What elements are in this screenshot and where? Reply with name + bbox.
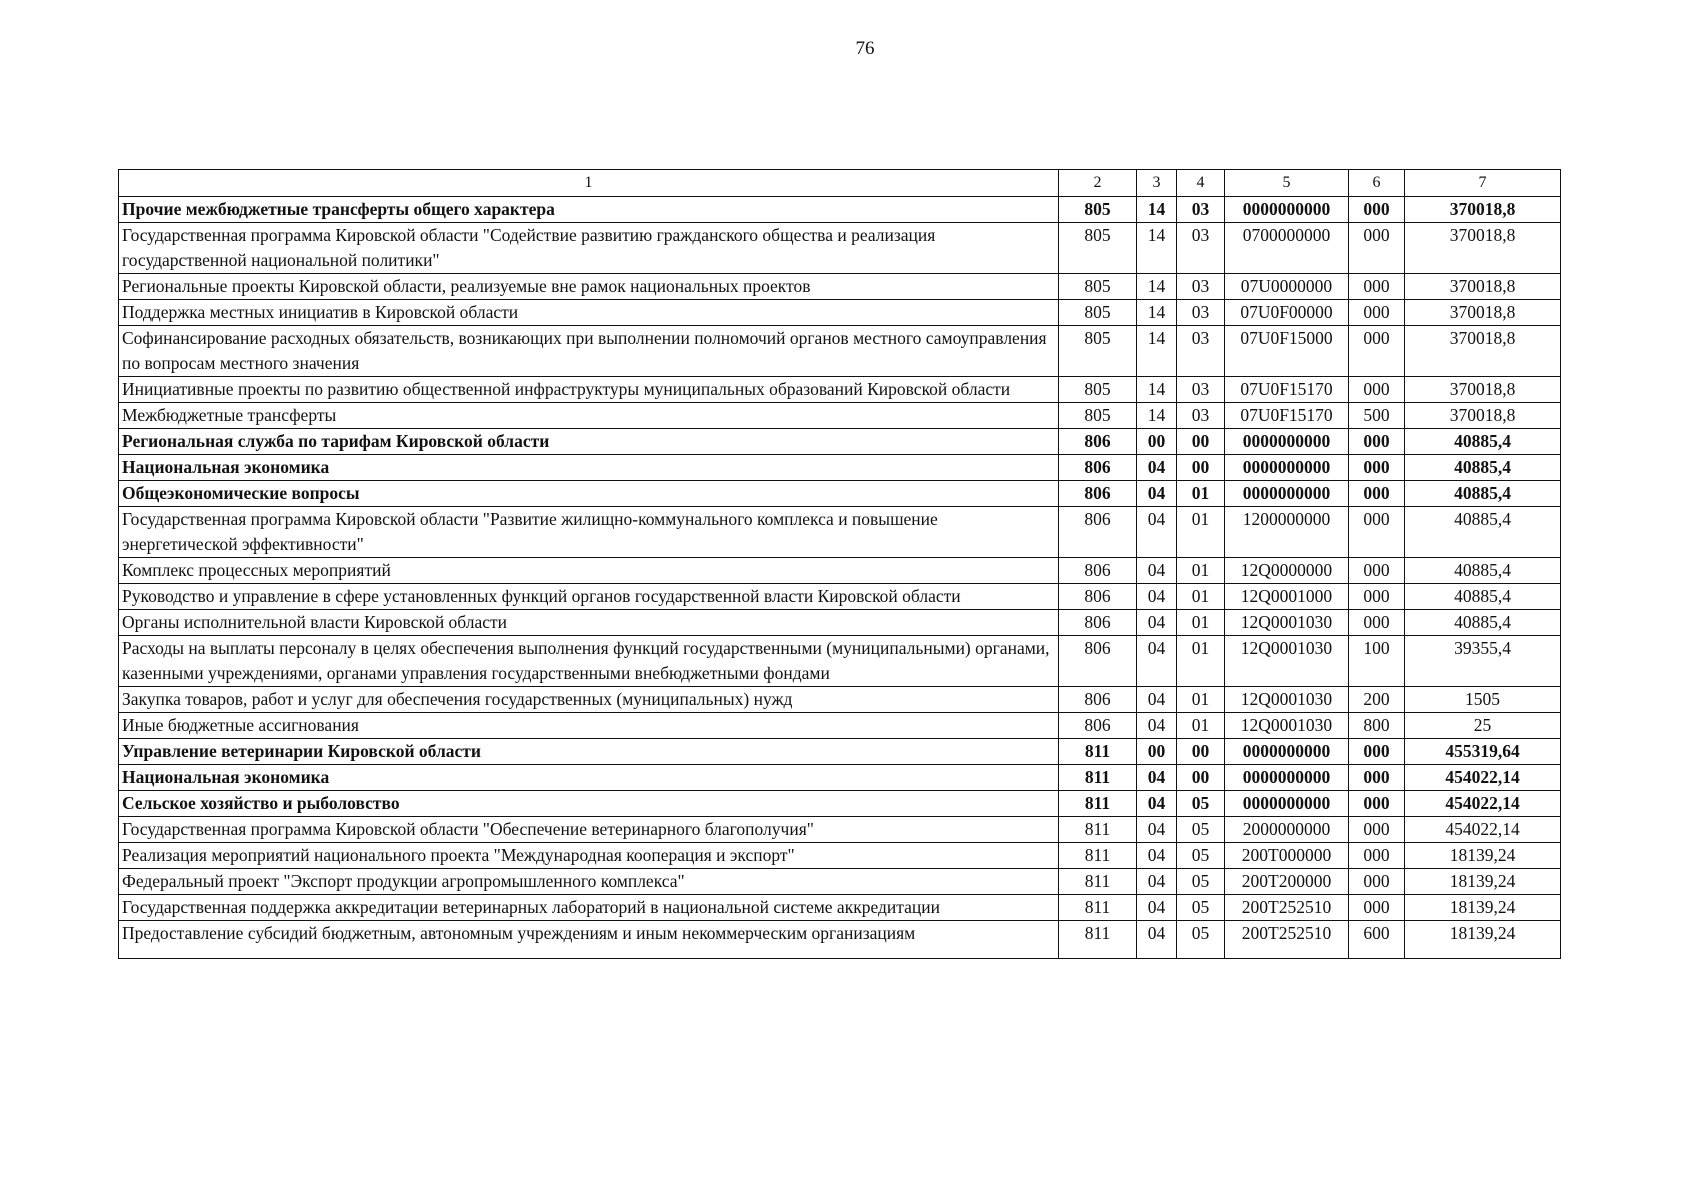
subsection-code-cell: 00 [1177,765,1225,791]
expense-type-cell: 000 [1349,455,1405,481]
table-row [119,223,1561,274]
subsection-code-cell: 05 [1177,817,1225,843]
item-name-cell: Прочие межбюджетные трансферты общего характера [119,197,1059,223]
subsection-code-cell: 03 [1177,300,1225,326]
ministry-code-cell: 805 [1059,300,1137,326]
expense-type-cell: 000 [1349,326,1405,377]
target-article-cell: 07U0F15170 [1225,377,1349,403]
table-row [119,610,1561,636]
section-code-cell: 04 [1137,610,1177,636]
target-article-cell: 0000000000 [1225,429,1349,455]
amount-cell: 1505 [1405,687,1561,713]
table-row [119,584,1561,610]
expense-type-cell: 000 [1349,895,1405,921]
section-code-cell: 04 [1137,507,1177,558]
item-name-cell: Общеэкономические вопросы [119,481,1059,507]
ministry-code-cell: 806 [1059,507,1137,558]
item-name-cell: Федеральный проект "Экспорт продукции агропромышленного комплекса" [119,869,1059,895]
amount-cell: 40885,4 [1405,558,1561,584]
expense-type-cell: 000 [1349,765,1405,791]
expense-type-cell: 500 [1349,403,1405,429]
target-article-cell: 0000000000 [1225,739,1349,765]
item-name-cell: Сельское хозяйство и рыболовство [119,791,1059,817]
section-code-cell: 04 [1137,481,1177,507]
amount-cell: 18139,24 [1405,895,1561,921]
ministry-code-cell: 806 [1059,610,1137,636]
subsection-code-cell: 03 [1177,197,1225,223]
section-code-cell: 04 [1137,895,1177,921]
expense-type-cell: 000 [1349,791,1405,817]
subsection-code-cell: 03 [1177,223,1225,274]
section-code-cell: 14 [1137,403,1177,429]
item-name-cell: Реализация мероприятий национального проекта "Международная кооперация и экспорт" [119,843,1059,869]
amount-cell: 454022,14 [1405,791,1561,817]
table-row [119,507,1561,558]
amount-cell: 25 [1405,713,1561,739]
subsection-code-cell: 03 [1177,403,1225,429]
target-article-cell: 07U0000000 [1225,274,1349,300]
expense-type-cell: 000 [1349,843,1405,869]
table-row [119,636,1561,687]
subsection-code-cell: 01 [1177,636,1225,687]
amount-cell: 40885,4 [1405,610,1561,636]
table-row [119,481,1561,507]
expense-type-cell: 000 [1349,300,1405,326]
table-row [119,455,1561,481]
target-article-cell: 12Q0001030 [1225,610,1349,636]
target-article-cell: 200T000000 [1225,843,1349,869]
amount-cell: 370018,8 [1405,326,1561,377]
table-row [119,921,1561,959]
item-name-cell: Государственная поддержка аккредитации ветеринарных лабораторий в национальной системе аккредитации [119,895,1059,921]
column-header: 7 [1405,170,1561,197]
table-row [119,300,1561,326]
amount-cell: 40885,4 [1405,507,1561,558]
item-name-cell: Государственная программа Кировской области "Развитие жилищно-коммунального комплекса и повышение энергетической эффективности" [119,507,1059,558]
expense-type-cell: 000 [1349,558,1405,584]
amount-cell: 370018,8 [1405,223,1561,274]
expense-type-cell: 200 [1349,687,1405,713]
section-code-cell: 04 [1137,843,1177,869]
item-name-cell: Расходы на выплаты персоналу в целях обеспечения выполнения функций государственными (муниципальными) органами, казенными учреждениями, органами управления государственными внебюджетными фондами [119,636,1059,687]
amount-cell: 40885,4 [1405,429,1561,455]
table-body [119,197,1561,959]
section-code-cell: 04 [1137,921,1177,959]
expense-type-cell: 000 [1349,274,1405,300]
item-name-cell: Поддержка местных инициатив в Кировской области [119,300,1059,326]
target-article-cell: 200T252510 [1225,895,1349,921]
section-code-cell: 14 [1137,326,1177,377]
amount-cell: 40885,4 [1405,584,1561,610]
table-row [119,713,1561,739]
expense-type-cell: 000 [1349,507,1405,558]
target-article-cell: 200T200000 [1225,869,1349,895]
ministry-code-cell: 805 [1059,326,1137,377]
table-row [119,197,1561,223]
ministry-code-cell: 806 [1059,558,1137,584]
subsection-code-cell: 01 [1177,610,1225,636]
ministry-code-cell: 811 [1059,739,1137,765]
amount-cell: 370018,8 [1405,197,1561,223]
ministry-code-cell: 806 [1059,636,1137,687]
column-header: 4 [1177,170,1225,197]
ministry-code-cell: 805 [1059,197,1137,223]
amount-cell: 455319,64 [1405,739,1561,765]
expense-type-cell: 000 [1349,377,1405,403]
ministry-code-cell: 806 [1059,455,1137,481]
table-row [119,687,1561,713]
subsection-code-cell: 01 [1177,687,1225,713]
amount-cell: 40885,4 [1405,481,1561,507]
amount-cell: 40885,4 [1405,455,1561,481]
item-name-cell: Комплекс процессных мероприятий [119,558,1059,584]
item-name-cell: Государственная программа Кировской области "Содействие развитию гражданского общества и реализация государственной национальной политики" [119,223,1059,274]
expense-type-cell: 000 [1349,610,1405,636]
section-code-cell: 04 [1137,455,1177,481]
amount-cell: 454022,14 [1405,765,1561,791]
target-article-cell: 2000000000 [1225,817,1349,843]
subsection-code-cell: 05 [1177,791,1225,817]
ministry-code-cell: 811 [1059,765,1137,791]
subsection-code-cell: 03 [1177,274,1225,300]
ministry-code-cell: 805 [1059,223,1137,274]
ministry-code-cell: 805 [1059,403,1137,429]
subsection-code-cell: 00 [1177,429,1225,455]
target-article-cell: 0700000000 [1225,223,1349,274]
column-header: 5 [1225,170,1349,197]
item-name-cell: Иные бюджетные ассигнования [119,713,1059,739]
target-article-cell: 12Q0000000 [1225,558,1349,584]
expense-type-cell: 000 [1349,817,1405,843]
subsection-code-cell: 01 [1177,481,1225,507]
section-code-cell: 14 [1137,274,1177,300]
ministry-code-cell: 811 [1059,843,1137,869]
target-article-cell: 12Q0001030 [1225,713,1349,739]
table-row [119,817,1561,843]
amount-cell: 454022,14 [1405,817,1561,843]
ministry-code-cell: 805 [1059,274,1137,300]
item-name-cell: Инициативные проекты по развитию общественной инфраструктуры муниципальных образований Кировской области [119,377,1059,403]
ministry-code-cell: 811 [1059,817,1137,843]
section-code-cell: 04 [1137,584,1177,610]
expense-type-cell: 000 [1349,869,1405,895]
expense-type-cell: 000 [1349,739,1405,765]
amount-cell: 18139,24 [1405,921,1561,959]
expense-type-cell: 000 [1349,429,1405,455]
section-code-cell: 14 [1137,223,1177,274]
target-article-cell: 0000000000 [1225,765,1349,791]
expense-type-cell: 600 [1349,921,1405,959]
item-name-cell: Региональная служба по тарифам Кировской области [119,429,1059,455]
section-code-cell: 04 [1137,869,1177,895]
target-article-cell: 0000000000 [1225,197,1349,223]
expense-type-cell: 000 [1349,584,1405,610]
table-row [119,274,1561,300]
table-row [119,429,1561,455]
section-code-cell: 04 [1137,765,1177,791]
amount-cell: 370018,8 [1405,377,1561,403]
expense-type-cell: 000 [1349,481,1405,507]
column-header: 3 [1137,170,1177,197]
expense-type-cell: 000 [1349,197,1405,223]
subsection-code-cell: 01 [1177,713,1225,739]
table-row [119,377,1561,403]
column-header: 6 [1349,170,1405,197]
subsection-code-cell: 00 [1177,455,1225,481]
amount-cell: 18139,24 [1405,843,1561,869]
subsection-code-cell: 01 [1177,507,1225,558]
ministry-code-cell: 805 [1059,377,1137,403]
table-row [119,895,1561,921]
subsection-code-cell: 01 [1177,558,1225,584]
item-name-cell: Национальная экономика [119,455,1059,481]
section-code-cell: 00 [1137,429,1177,455]
item-name-cell: Органы исполнительной власти Кировской области [119,610,1059,636]
subsection-code-cell: 05 [1177,895,1225,921]
table-row [119,765,1561,791]
expense-type-cell: 000 [1349,223,1405,274]
table-row [119,869,1561,895]
target-article-cell: 0000000000 [1225,791,1349,817]
amount-cell: 370018,8 [1405,274,1561,300]
ministry-code-cell: 811 [1059,869,1137,895]
ministry-code-cell: 806 [1059,584,1137,610]
table-row [119,739,1561,765]
amount-cell: 370018,8 [1405,403,1561,429]
column-header: 1 [119,170,1059,197]
section-code-cell: 04 [1137,558,1177,584]
expense-type-cell: 800 [1349,713,1405,739]
target-article-cell: 12Q0001030 [1225,687,1349,713]
section-code-cell: 04 [1137,713,1177,739]
ministry-code-cell: 806 [1059,713,1137,739]
table-row [119,403,1561,429]
target-article-cell: 07U0F00000 [1225,300,1349,326]
item-name-cell: Межбюджетные трансферты [119,403,1059,429]
amount-cell: 18139,24 [1405,869,1561,895]
item-name-cell: Предоставление субсидий бюджетным, автономным учреждениям и иным некоммерческим организациям [119,921,1059,959]
section-code-cell: 00 [1137,739,1177,765]
target-article-cell: 07U0F15000 [1225,326,1349,377]
target-article-cell: 12Q0001030 [1225,636,1349,687]
item-name-cell: Управление ветеринарии Кировской области [119,739,1059,765]
table-row [119,791,1561,817]
ministry-code-cell: 806 [1059,687,1137,713]
ministry-code-cell: 806 [1059,481,1137,507]
item-name-cell: Закупка товаров, работ и услуг для обеспечения государственных (муниципальных) нужд [119,687,1059,713]
section-code-cell: 14 [1137,197,1177,223]
ministry-code-cell: 806 [1059,429,1137,455]
subsection-code-cell: 03 [1177,326,1225,377]
table-row [119,843,1561,869]
ministry-code-cell: 811 [1059,895,1137,921]
table-row [119,558,1561,584]
target-article-cell: 07U0F15170 [1225,403,1349,429]
table-row [119,326,1561,377]
item-name-cell: Государственная программа Кировской области "Обеспечение ветеринарного благополучия" [119,817,1059,843]
ministry-code-cell: 811 [1059,921,1137,959]
target-article-cell: 12Q0001000 [1225,584,1349,610]
amount-cell: 370018,8 [1405,300,1561,326]
section-code-cell: 14 [1137,300,1177,326]
subsection-code-cell: 05 [1177,869,1225,895]
item-name-cell: Региональные проекты Кировской области, реализуемые вне рамок национальных проектов [119,274,1059,300]
subsection-code-cell: 05 [1177,921,1225,959]
target-article-cell: 200T252510 [1225,921,1349,959]
column-header: 2 [1059,170,1137,197]
target-article-cell: 1200000000 [1225,507,1349,558]
subsection-code-cell: 00 [1177,739,1225,765]
budget-table [118,169,1561,959]
item-name-cell: Национальная экономика [119,765,1059,791]
section-code-cell: 04 [1137,687,1177,713]
section-code-cell: 04 [1137,817,1177,843]
subsection-code-cell: 03 [1177,377,1225,403]
section-code-cell: 14 [1137,377,1177,403]
target-article-cell: 0000000000 [1225,455,1349,481]
expense-type-cell: 100 [1349,636,1405,687]
section-code-cell: 04 [1137,636,1177,687]
section-code-cell: 04 [1137,791,1177,817]
item-name-cell: Софинансирование расходных обязательств, возникающих при выполнении полномочий органов местного самоуправления по вопросам местного значения [119,326,1059,377]
target-article-cell: 0000000000 [1225,481,1349,507]
page-number: 76 [855,38,875,59]
amount-cell: 39355,4 [1405,636,1561,687]
subsection-code-cell: 01 [1177,584,1225,610]
subsection-code-cell: 05 [1177,843,1225,869]
column-number-header-row [119,170,1561,197]
ministry-code-cell: 811 [1059,791,1137,817]
item-name-cell: Руководство и управление в сфере установленных функций органов государственной власти Кировской области [119,584,1059,610]
